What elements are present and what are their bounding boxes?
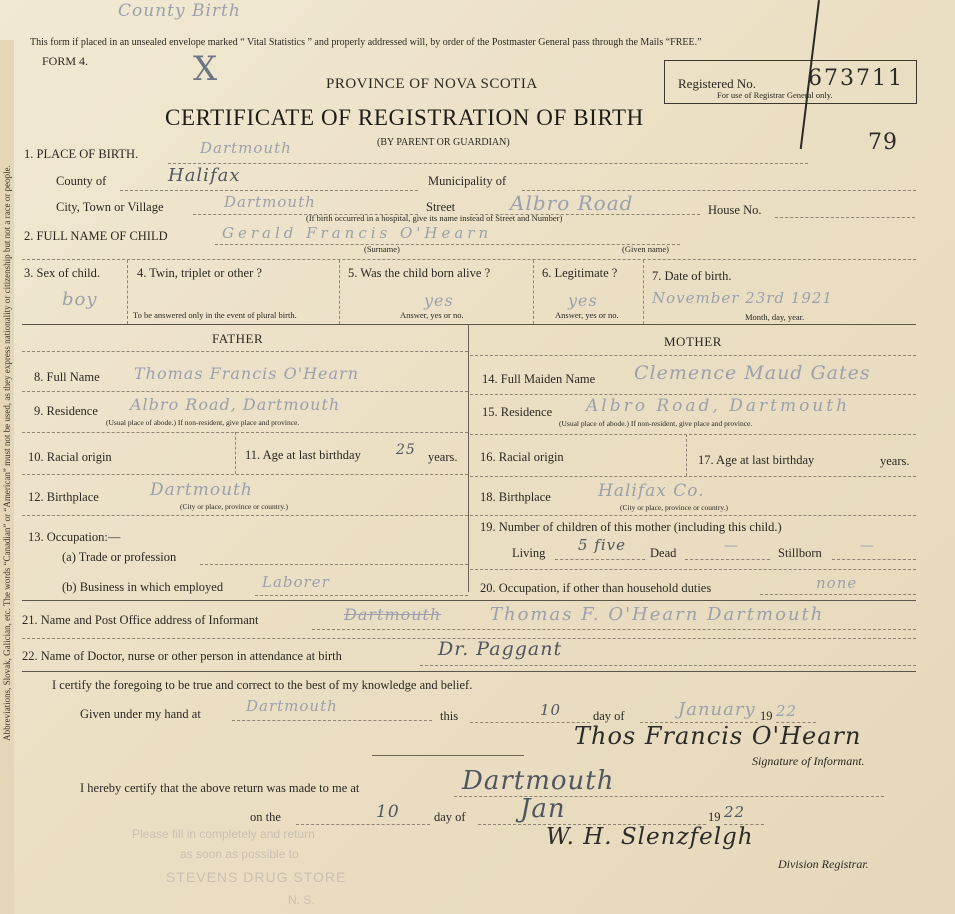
father-years-label: years.	[428, 450, 458, 464]
father-abode-note: (Usual place of abode.) If non-resident, give place and province.	[106, 418, 300, 427]
divider-5-6	[533, 260, 534, 324]
parents-bottom-rule	[22, 600, 916, 601]
street-label: Street	[426, 200, 456, 214]
form-number: FORM 4.	[42, 54, 89, 68]
mother-birthplace-value: Halifax Co.	[598, 481, 705, 501]
certificate-subtitle: (BY PARENT OR GUARDIAN)	[377, 137, 510, 148]
x-mark: X	[193, 49, 219, 89]
stamp-line-3: STEVENS DRUG STORE	[166, 869, 347, 885]
legitimate-note: Answer, yes or no.	[555, 310, 619, 320]
stillborn-label: Stillborn	[778, 546, 822, 560]
mother-name-label: 14. Full Maiden Name	[482, 372, 596, 386]
father-birthplace-value: Dartmouth	[150, 480, 253, 500]
mother-years-label: years.	[880, 454, 910, 468]
mailing-notice: This form if placed in an unsealed envelope marked “ Vital Statistics ” and properly addressed will, by order of the Postmaster General pass through the Mails “FREE.”	[30, 37, 702, 48]
father-age-value: 25	[396, 442, 416, 458]
father-heading-line	[22, 351, 468, 352]
day-line	[470, 722, 590, 723]
child-name-line	[215, 244, 680, 245]
alive-note: Answer, yes or no.	[400, 310, 464, 320]
dob-label: 7. Date of birth.	[652, 269, 732, 283]
mother-residence-label: 15. Residence	[482, 405, 553, 419]
return-year-written: 22	[724, 803, 746, 821]
doctor-value: Dr. Paggant	[438, 638, 563, 660]
dob-value: November 23rd 1921	[652, 289, 833, 307]
legitimate-value: yes	[568, 291, 598, 310]
registrar-caption: Division Registrar.	[778, 857, 869, 871]
mother-age-label: 17. Age at last birthday	[698, 453, 815, 467]
father-heading: FATHER	[212, 331, 264, 346]
alive-value: yes	[424, 291, 454, 310]
parents-top-rule	[22, 324, 916, 325]
father-age-label: 11. Age at last birthday	[245, 448, 361, 462]
place-of-birth-line	[168, 163, 808, 164]
mother-occupation-value: none	[816, 574, 858, 592]
stillborn-line	[832, 559, 916, 560]
return-place-value: Dartmouth	[462, 766, 615, 796]
divider-4-5	[339, 260, 340, 324]
stamp-line-4: N. S.	[288, 893, 315, 907]
mother-city-note: (City or place, province or country.)	[620, 503, 729, 512]
county-label: County of	[56, 174, 107, 188]
sex-value: boy	[62, 289, 98, 310]
corner-number: 79	[868, 130, 898, 155]
legitimate-label: 6. Legitimate ?	[542, 266, 618, 280]
certify-statement: I certify the foregoing to be true and correct to the best of my knowledge and belief.	[52, 678, 473, 692]
parents-center-rule	[468, 324, 469, 592]
mother-children-line	[470, 569, 916, 570]
father-racial-label: 10. Racial origin	[28, 450, 112, 464]
place-of-birth-label: 1. PLACE OF BIRTH.	[24, 147, 139, 161]
mother-birthplace-line	[470, 515, 916, 516]
dead-line	[685, 559, 770, 560]
signature-rule	[372, 755, 524, 756]
father-age-divider	[235, 432, 236, 474]
father-birthplace-line	[22, 515, 468, 516]
hospital-note: (If birth occurred in a hospital, give its name instead of Street and Number)	[306, 213, 563, 223]
return-day-line	[296, 824, 430, 825]
mother-residence-line	[470, 434, 916, 435]
mother-name-line	[470, 394, 916, 395]
informant-line	[312, 629, 916, 630]
father-occupation-label: 13. Occupation:—	[28, 530, 121, 544]
doctor-bottom-rule	[22, 671, 916, 672]
municipality-label: Municipality of	[428, 174, 507, 188]
county-value: Halifax	[168, 165, 241, 186]
mother-name-value: Clemence Maud Gates	[634, 362, 871, 384]
stamp-line-2: as soon as possible to	[180, 847, 299, 861]
month-value: January	[678, 699, 756, 720]
city-label: City, Town or Village	[56, 200, 164, 214]
row-divider-top	[22, 259, 916, 260]
pencil-note: County Birth	[118, 1, 241, 21]
father-business-label: (b) Business in which employed	[62, 580, 224, 594]
doctor-line	[420, 665, 916, 666]
return-day-of-label: day of	[434, 810, 466, 824]
divider-3-4	[127, 260, 128, 324]
father-name-value: Thomas Francis O'Hearn	[134, 364, 360, 383]
twin-note: To be answered only in the event of plural birth.	[133, 310, 297, 320]
dob-note: Month, day, year.	[745, 312, 805, 322]
given-under-label: Given under my hand at	[80, 707, 201, 721]
mother-heading-line	[470, 355, 916, 356]
child-name-value: Gerald Francis O'Hearn	[222, 224, 493, 242]
given-place-value: Dartmouth	[246, 697, 338, 715]
return-place-line	[454, 796, 884, 797]
living-label: Living	[512, 546, 546, 560]
mother-children-label: 19. Number of children of this mother (including this child.)	[480, 520, 782, 534]
informant-signature: Thos Francis O'Hearn	[574, 722, 862, 750]
divider-6-7	[643, 260, 644, 324]
living-line	[555, 559, 645, 560]
mother-age-divider	[686, 434, 687, 476]
return-month-value: Jan	[520, 794, 566, 824]
twin-label: 4. Twin, triplet or other ?	[137, 266, 262, 280]
street-value: Albro Road	[510, 191, 634, 215]
registrar-signature: W. H. Slenzfelgh	[546, 824, 754, 850]
place-of-birth-value: Dartmouth	[200, 139, 292, 157]
house-number-label: House No.	[708, 203, 762, 217]
doctor-label: 22. Name of Doctor, nurse or other person in attendance at birth	[22, 649, 342, 663]
year-printed: 19	[760, 709, 773, 723]
stillborn-value: —	[860, 538, 875, 554]
informant-value: Thomas F. O'Hearn Dartmouth	[490, 604, 825, 625]
mother-birthplace-label: 18. Birthplace	[480, 490, 551, 504]
father-trade-label: (a) Trade or profession	[62, 550, 177, 564]
stamp-line-1: Please fill in completely and return	[132, 827, 315, 841]
day-value: 10	[540, 701, 562, 719]
child-name-label: 2. FULL NAME OF CHILD	[24, 229, 168, 243]
on-the-label: on the	[250, 810, 281, 824]
this-label: this	[440, 709, 459, 723]
father-birthplace-label: 12. Birthplace	[28, 490, 99, 504]
dead-label: Dead	[650, 546, 677, 560]
father-residence-label: 9. Residence	[34, 404, 98, 418]
mother-occupation-line	[760, 594, 916, 595]
province-heading: PROVINCE OF NOVA SCOTIA	[326, 76, 538, 92]
dead-value: —	[724, 538, 739, 554]
mother-residence-value: Albro Road, Dartmouth	[586, 396, 851, 416]
given-name-note: (Given name)	[622, 244, 669, 254]
father-city-note: (City or place, province or country.)	[180, 502, 289, 511]
living-value: 5 five	[578, 536, 627, 554]
registrar-use-note: For use of Registrar General only.	[717, 90, 833, 100]
registered-label: Registered No.	[678, 76, 756, 91]
father-racial-line	[22, 474, 468, 475]
side-margin-note: Abbreviations, Slovak, Galician, etc. The words “Canadian” or “American” must not be used, as they express nationality or citizenship but not a race or people.	[2, 165, 12, 741]
informant-signature-caption: Signature of Informant.	[752, 754, 865, 768]
return-year-printed: 19	[708, 810, 721, 824]
given-place-line	[232, 720, 432, 721]
certificate-title: CERTIFICATE OF REGISTRATION OF BIRTH	[165, 105, 644, 130]
mother-racial-line	[470, 476, 916, 477]
city-value: Dartmouth	[224, 193, 316, 211]
mother-abode-note: (Usual place of abode.) If non-resident, give place and province.	[559, 419, 753, 428]
return-label: I hereby certify that the above return was made to me at	[80, 781, 360, 795]
informant-struck-value: Dartmouth	[344, 605, 442, 624]
father-trade-line	[200, 564, 468, 565]
registered-number: 673711	[808, 66, 904, 91]
return-day-value: 10	[376, 802, 400, 822]
sex-label: 3. Sex of child.	[24, 266, 101, 280]
alive-label: 5. Was the child born alive ?	[348, 266, 491, 280]
father-residence-line	[22, 432, 468, 433]
surname-note: (Surname)	[364, 244, 400, 254]
house-number-line	[775, 217, 915, 218]
mother-racial-label: 16. Racial origin	[480, 450, 564, 464]
father-residence-value: Albro Road, Dartmouth	[130, 395, 341, 414]
father-business-line	[255, 595, 468, 596]
father-name-line	[22, 391, 468, 392]
day-of-label: day of	[593, 709, 625, 723]
mother-occupation-label: 20. Occupation, if other than household duties	[480, 581, 712, 595]
county-line	[120, 190, 418, 191]
informant-label: 21. Name and Post Office address of Informant	[22, 613, 259, 627]
mother-heading: MOTHER	[664, 334, 722, 349]
father-business-value: Laborer	[262, 573, 330, 591]
year-written: 22	[776, 702, 798, 720]
father-name-label: 8. Full Name	[34, 370, 100, 384]
